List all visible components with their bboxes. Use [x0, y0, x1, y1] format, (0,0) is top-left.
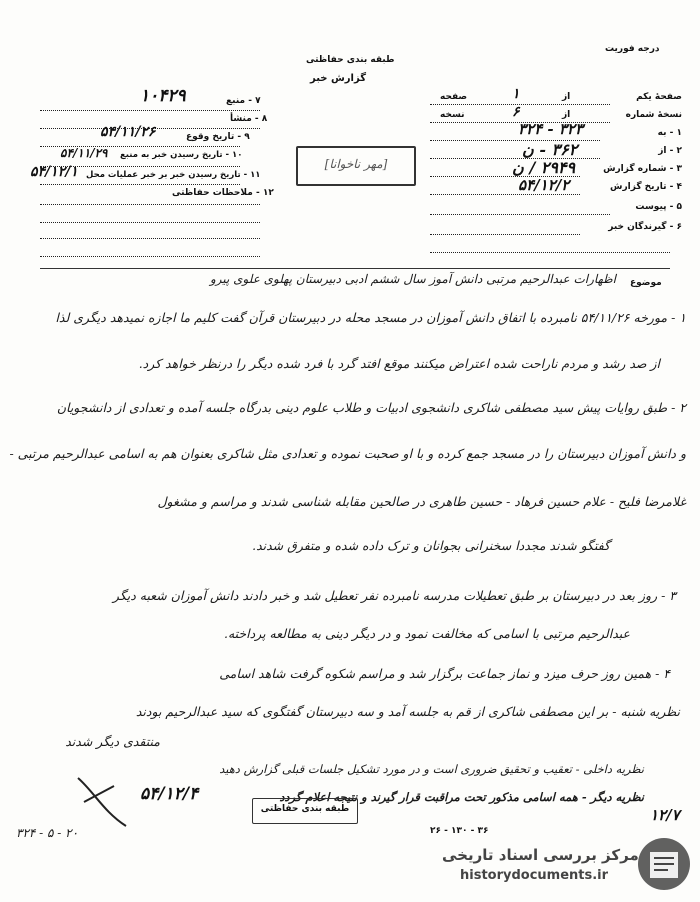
margin-note: ۱۲/۷: [650, 806, 680, 824]
field-copy-from: از: [562, 110, 571, 120]
field-attachment-label: ۵ - پیوست: [635, 202, 682, 212]
field-copy-value: ۶: [512, 104, 520, 120]
body-line: نظریه شنبه - بر این مصطفی شاکری از قم به جلسه آمد و سه دبیرستان گفتگوی که سید عبدالرحیم بودند: [135, 704, 680, 719]
body-line: ۴ - همین روز حرف میزد و نماز جماعت برگزار شد و مراسم شکوه گرفت شاهد اسامی: [219, 666, 670, 681]
field-source-label: ۷ - منبع: [226, 96, 261, 106]
subject-label: موضوع: [630, 278, 662, 288]
archive-logo-icon: [636, 836, 692, 892]
body-line: منتقدی دیگر شدند: [65, 734, 160, 749]
field-recipients-label: ۶ - گیرندگان خبر: [608, 222, 682, 232]
field-report-date-value: ۵۴/۱۲/۲: [518, 176, 570, 194]
center-stamp: [296, 146, 416, 186]
footer-left-number: ۳۲۴ - ۵ - ۲۰: [16, 826, 79, 840]
field-page-label: صفحهٔ یکم: [636, 92, 682, 102]
classification-label: طبقه بندی حفاظتی: [306, 55, 395, 65]
field-source-value: ۱۰۴۲۹: [140, 86, 186, 106]
report-title: گزارش خبر: [310, 73, 367, 84]
field-event-date-value: ۵۴/۱۱/۲۶: [100, 124, 156, 140]
signature-icon: [74, 772, 134, 832]
field-page-unit: صفحه: [440, 92, 468, 102]
field-to-value: ۳۲۴ - ۳۲۳: [518, 120, 584, 138]
field-to-label: ۱ - به: [657, 128, 682, 138]
watermark-url: historydocuments.ir: [460, 868, 609, 883]
footer-note: نظریه دیگر - همه اسامی مذکور تحت مراقبت قرار گیرند و نتیجه اعلام گردد: [279, 790, 644, 804]
field-from-label: ۲ - از: [658, 146, 682, 156]
subject-text: اظهارات عبدالرحیم مرتبی دانش آموز سال ششم ادبی دبیرستان پهلوی علوی پیرو: [209, 272, 616, 286]
field-source-date-label: ۱۰ - تاریخ رسیدن خبر به منبع: [120, 150, 243, 160]
body-line: ۱ - مورخه ۵۴/۱۱/۲۶ نامبرده با اتفاق دانش آموزان در مسجد محله در دبیرستان قرآن گفت کلیم ما اجازه نمیدهد دیگری لذا: [55, 310, 686, 325]
body-line: از صد رشد و مردم ناراحت شده اعتراض میکنند موقع افتد گرد با فرد شده دیگر را درنظر خواهد کرد.: [138, 356, 660, 371]
field-source-date-value: ۵۴/۱۱/۲۹: [60, 146, 108, 160]
body-line: عبدالرحیم مرتبی با اسامی که مخالفت نمود و در دیگر دینی به مطالعه پرداخته.: [223, 626, 630, 641]
footer-code: ۲۶ - ۱۳۰ - ۳۶: [430, 826, 489, 836]
field-security-notes-label: ۱۲ - ملاحظات حفاظتی: [172, 188, 274, 198]
field-copy-unit: نسخه: [440, 110, 465, 120]
field-report-number-value: ۲۹۴۹ / ن: [512, 158, 576, 177]
field-page-from: از: [562, 92, 571, 102]
body-line: ۳ - روز بعد در دبیرستان بر طبق تعطیلات مدرسه نامبرده نفر تعطیل شد و خبر دادند دانش آموزان شعبه دیگر: [112, 588, 676, 603]
body-line: گفتگو شدند مجددا سخنرانی بجوانان و ترک داده شده و متفرق شدند.: [252, 538, 610, 553]
footer-date: ۵۴/۱۲/۴: [140, 784, 199, 804]
field-origin-label: ۸ - منشأ: [230, 114, 268, 124]
field-ops-date-label: ۱۱ - تاریخ رسیدن خبر بر خبر عملیات محل: [86, 170, 261, 180]
priority-label: درجه فوریت: [605, 44, 660, 54]
field-copy-label: نسخهٔ شماره: [625, 110, 682, 120]
field-report-date-label: ۴ - تاریخ گزارش: [610, 182, 682, 192]
body-line: ۲ - طبق روایات پیش سید مصطفی شاکری دانشجوی ادبیات و طلاب علوم دینی بدرگاه جلسه آمده و تعدادی از دانشجویان: [56, 400, 686, 415]
body-line: غلامرضا فلیح - علام حسین فرهاد - حسین طاهری در صالحین مقابله شناسی شدند و مراسم و مشغول: [157, 494, 686, 509]
field-event-date-label: ۹ - تاریخ وقوع: [186, 132, 250, 142]
field-page-value: ۱: [512, 86, 520, 102]
field-from-value: ۳۶۲ - ن: [522, 140, 578, 159]
watermark-title: مرکز بررسی اسناد تاریخی: [442, 846, 639, 864]
footer-stamp: [252, 798, 358, 824]
field-ops-date-value: ۵۴/۱۲/۱: [30, 164, 78, 180]
footer-note: نظریه داخلی - تعقیب و تحقیق ضروری است و در مورد تشکیل جلسات قبلی گزارش دهید: [219, 762, 644, 776]
field-report-number-label: ۳ - شماره گزارش: [603, 164, 682, 174]
body-line: و دانش آموزان دبیرستان را در مسجد جمع کرده و با او صحبت نموده و تعدادی مثل شاکری بعنوان هم به اسامی عبدالرحیم مرتبی -: [9, 446, 686, 461]
center-stamp-text: [مهر ناخوانا]: [324, 157, 388, 171]
footer-stamp-text: طبقه بندی حفاظتی: [260, 804, 350, 814]
